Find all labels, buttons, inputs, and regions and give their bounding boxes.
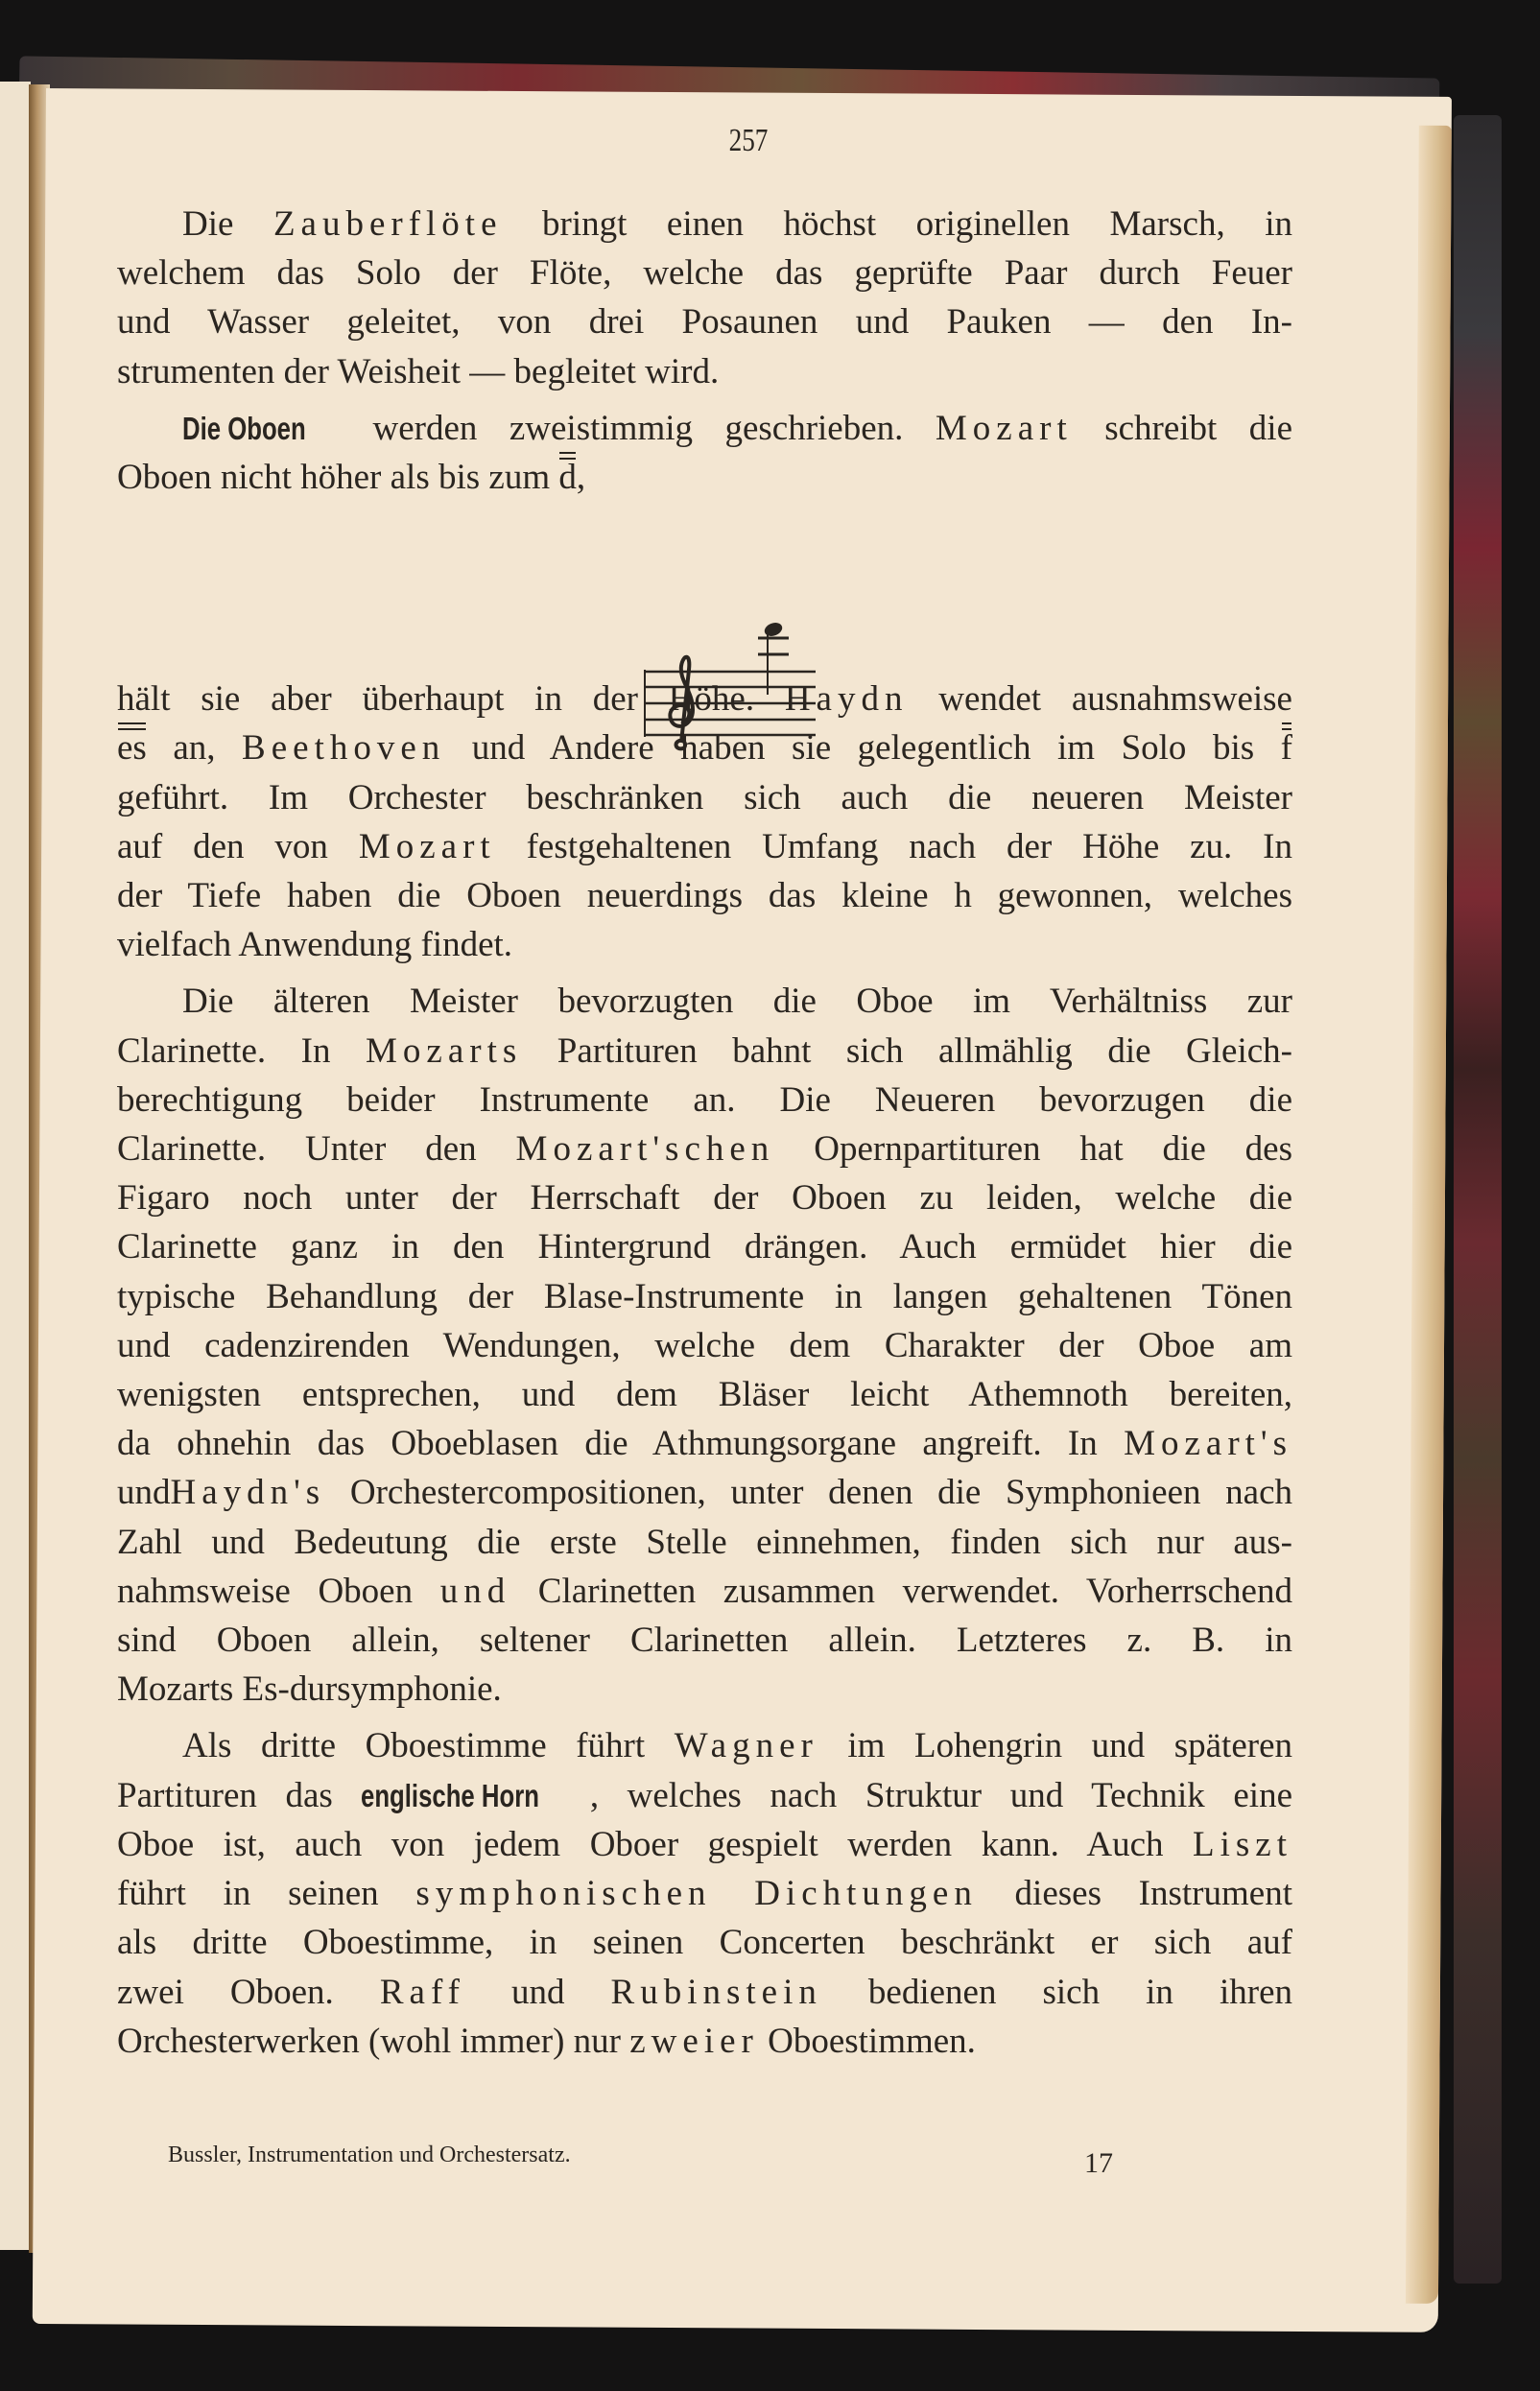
text-line: Clarinette ganz in den Hintergrund drängen. Auch ermüdet hier die: [117, 1227, 1292, 1267]
text-line: Clarinette. Unter den Mozart'schen Opernpartituren hat die des: [117, 1129, 1292, 1170]
facing-page-edge: [0, 82, 31, 2250]
emphasis-spaced: Liszt: [1193, 1824, 1292, 1864]
signature-line: Bussler, Instrumentation und Orchestersatz.: [168, 2142, 571, 2167]
text-line: wenigsten entsprechen, und dem Bläser leicht Athemnoth bereiten,: [117, 1375, 1292, 1415]
text-line: hält sie aber überhaupt in der Höhe. Haydn wendet ausnahmsweise: [117, 679, 1292, 720]
text-line: vielfach Anwendung findet.: [117, 925, 513, 965]
note-es: es: [117, 728, 147, 769]
text-line: Die Oboen werden zweistimmig geschrieben. Mozart schreibt die: [117, 404, 1292, 453]
text-line: Oboe ist, auch von jedem Oboer gespielt werden kann. Auch Liszt: [117, 1824, 1292, 1864]
emphasis-bold: englische Horn: [361, 1777, 540, 1813]
text-line: Clarinette. In Mozarts Partituren bahnt sich allmählig die Gleich-: [117, 1030, 1292, 1071]
text-line: undHaydn's Orchestercompositionen, unter denen die Symphonieen nach: [117, 1473, 1292, 1513]
text-line: Als dritte Oboestimme führt Wagner im Lohengrin und späteren: [182, 1726, 1292, 1766]
emphasis-spaced: zweier: [629, 2021, 759, 2061]
body-text: [117, 200, 1292, 2066]
text-line: Zahl und Bedeutung die erste Stelle einnehmen, finden sich nur aus-: [117, 1522, 1292, 1562]
emphasis-spaced: Mozart's: [1124, 1424, 1292, 1464]
text-line: Oboen nicht höher als bis zum d,: [117, 458, 586, 498]
note-f: f: [1280, 728, 1292, 769]
emphasis-spaced: Mozart: [935, 408, 1073, 448]
note-d-ledger: [758, 621, 789, 695]
emphasis-spaced: symphonischen Dichtungen: [415, 1874, 978, 1914]
text-line: Figaro noch unter der Herrschaft der Oboen zu leiden, welche die: [117, 1178, 1292, 1219]
page-fore-edge: [1406, 126, 1452, 2304]
text-line: es an, Beethoven und Andere haben sie gelegentlich im Solo bis f: [117, 728, 1292, 769]
emphasis-spaced: Mozart: [358, 826, 496, 866]
text-line: zwei Oboen. Raff und Rubinstein bedienen sich in ihren: [117, 1972, 1292, 2012]
text-line: da ohnehin das Oboeblasen die Athmungsorgane angreift. In Mozart's: [117, 1424, 1292, 1464]
text-line: auf den von Mozart festgehaltenen Umfang nach der Höhe zu. In: [117, 826, 1293, 866]
text-line: Partituren das englische Horn , welches nach Struktur und Technik eine: [117, 1771, 1292, 1820]
text-line: sind Oboen allein, seltener Clarinetten allein. Letzteres z. B. in: [117, 1621, 1292, 1661]
text-line: geführt. Im Orchester beschränken sich auch die neueren Meister: [117, 777, 1292, 817]
text-line: welchem das Solo der Flöte, welche das geprüfte Paar durch Feuer: [117, 253, 1292, 294]
emphasis-spaced: Mozarts: [366, 1030, 523, 1071]
music-example: [633, 614, 825, 768]
emphasis-spaced: und: [439, 1571, 511, 1611]
sheet-number: 17: [1084, 2147, 1113, 2179]
text-line: Die älteren Meister bevorzugten die Oboe im Verhältniss zur: [182, 982, 1292, 1022]
staff-lines: [645, 670, 816, 737]
emphasis-spaced: Zauberflöte: [272, 204, 503, 244]
text-line: nahmsweise Oboen und Clarinetten zusammen verwendet. Vorherrschend: [117, 1571, 1292, 1611]
text-line: als dritte Oboestimme, in seinen Concerten beschränkt er sich auf: [117, 1923, 1292, 1963]
text-line: führt in seinen symphonischen Dichtungen dieses Instrument: [117, 1874, 1292, 1914]
emphasis-spaced: Haydn: [784, 679, 909, 720]
text-line: und cadenzirenden Wendungen, welche dem Charakter der Oboe am: [117, 1325, 1292, 1365]
text-line: der Tiefe haben die Oboen neuerdings das kleine h gewonnen, welches: [117, 876, 1292, 916]
text-line: und Wasser geleitet, von drei Posaunen und Pauken — den In-: [117, 302, 1292, 343]
book-cover-spine-edge: [1454, 115, 1502, 2284]
text-line: Die Zauberflöte bringt einen höchst originellen Marsch, in: [182, 204, 1292, 244]
emphasis-spaced: Beethoven: [242, 728, 446, 769]
text-line: strumenten der Weisheit — begleitet wird.: [117, 351, 720, 391]
note-d: d: [558, 458, 577, 498]
emphasis-bold: Die Oboen: [182, 410, 306, 446]
emphasis-spaced: Haydn's: [170, 1473, 326, 1513]
emphasis-spaced: Raff: [379, 1972, 465, 2012]
text-line: berechtigung beider Instrumente an. Die Neueren bevorzugen die: [117, 1079, 1292, 1120]
text-line: Orchesterwerken (wohl immer) nur zweier Oboestimmen.: [117, 2021, 976, 2061]
text-line: Mozarts Es-dursymphonie.: [117, 1669, 502, 1710]
note-head: [763, 621, 783, 637]
emphasis-spaced: Mozart'schen: [515, 1129, 775, 1170]
page-number: 257: [728, 123, 769, 158]
text-line: typische Behandlung der Blase-Instrumente in langen gehaltenen Tönen: [117, 1276, 1292, 1316]
emphasis-spaced: Rubinstein: [610, 1972, 822, 2012]
emphasis-spaced: Wagner: [674, 1726, 818, 1766]
